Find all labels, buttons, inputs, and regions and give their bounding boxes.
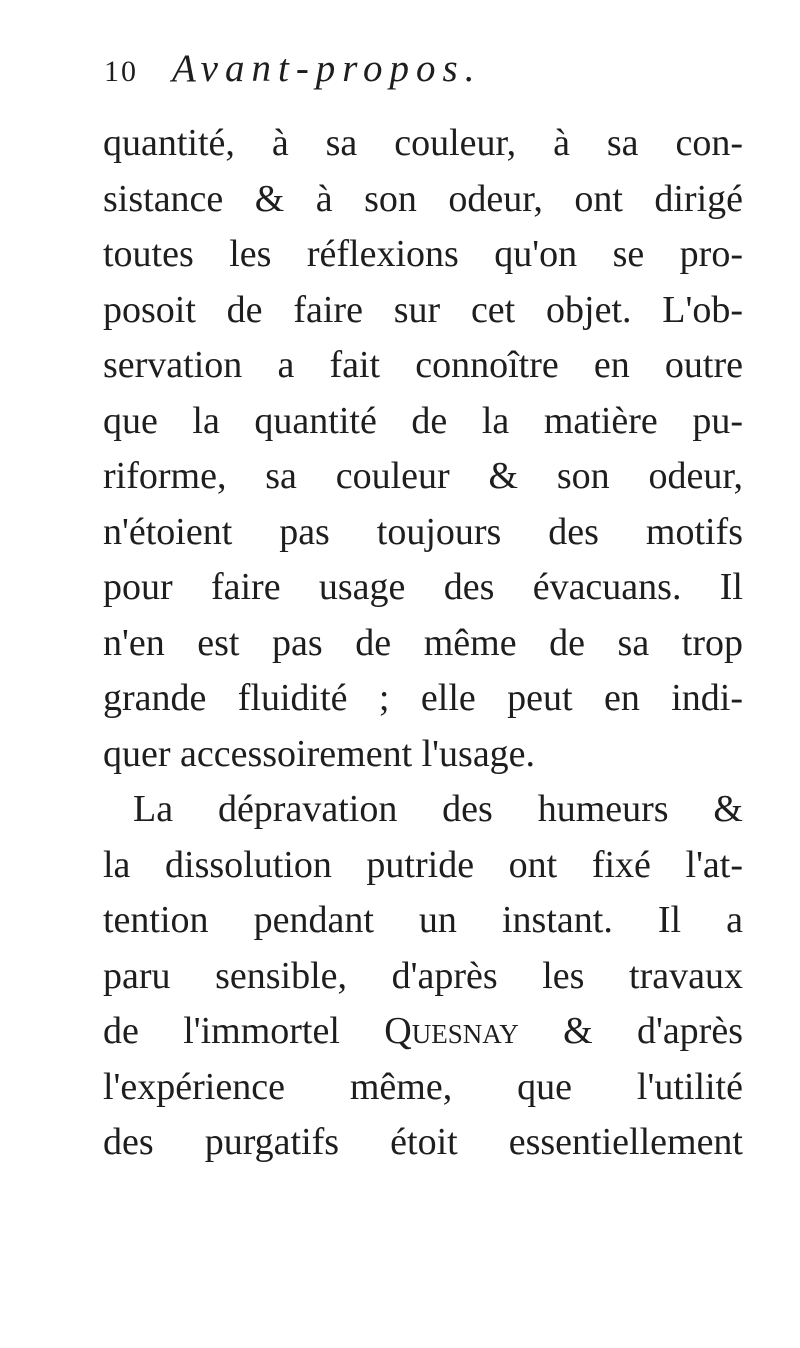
text-line: toutes les réflexions qu'on se pro- <box>103 233 743 275</box>
text-line: posoit de faire sur cet objet. L'ob- <box>103 288 743 331</box>
text-line: n'étoient pas toujours des motifs <box>103 510 743 553</box>
text-line: riforme, sa couleur & son odeur, <box>103 455 743 497</box>
text-line: n'en est pas de même de sa trop <box>103 621 743 664</box>
running-title: Avant-propos. <box>172 47 482 90</box>
text-line: des purgatifs étoit essentiellement <box>103 1121 743 1163</box>
text-fragment: de l'immortel <box>103 1010 340 1052</box>
text-line: la dissolution putride ont fixé l'at- <box>103 843 743 886</box>
text-line: pour faire usage des évacuans. Il <box>103 566 743 608</box>
body-text <box>103 116 743 1171</box>
text-line: quantité, à sa couleur, à sa con- <box>103 122 743 164</box>
text-fragment: & d'après <box>563 1010 743 1052</box>
paragraph-start-line: La dépravation des humeurs & <box>133 788 743 830</box>
text-line: servation a fait connoître en outre <box>103 344 743 386</box>
page-number: 10 <box>104 55 138 88</box>
text-line: tention pendant un instant. Il a <box>103 899 743 941</box>
running-head <box>104 46 481 96</box>
text-line: grande fluidité ; elle peut en indi- <box>103 677 743 719</box>
text-line: que la quantité de la matière pu- <box>103 399 743 442</box>
author-name-quesnay: Quesnay <box>384 1010 519 1052</box>
text-line-with-name <box>103 1004 743 1060</box>
text-line: paru sensible, d'après les travaux <box>103 954 743 997</box>
paragraph-end-line: quer accessoirement l'usage. <box>103 732 536 775</box>
text-line: l'expérience même, que l'utilité <box>103 1065 743 1108</box>
text-line: sistance & à son odeur, ont dirigé <box>103 177 743 220</box>
